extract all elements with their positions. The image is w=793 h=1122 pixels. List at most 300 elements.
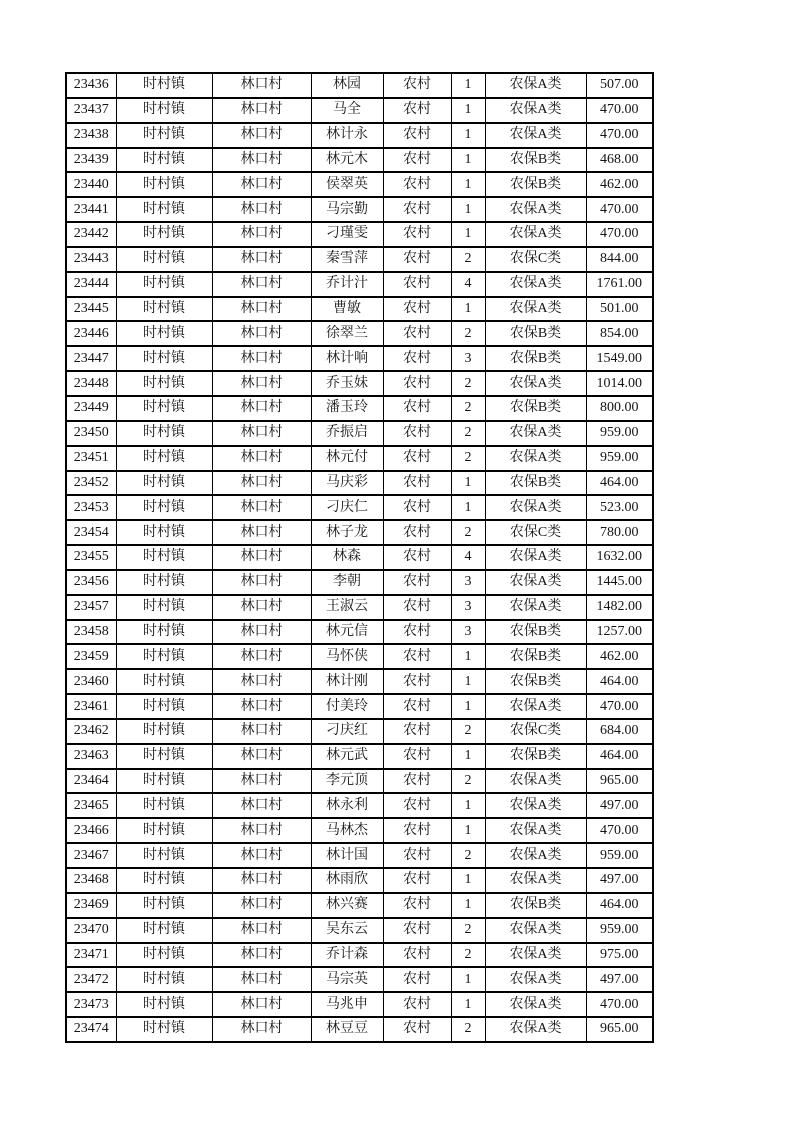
cell-person-count: 1 [451, 197, 485, 222]
cell-town: 时村镇 [116, 396, 212, 421]
cell-record-id: 23464 [66, 769, 116, 794]
cell-person-name: 林元付 [311, 446, 383, 471]
cell-village: 林口村 [212, 471, 311, 496]
table-row [66, 98, 653, 123]
cell-person-name: 刁瑾雯 [311, 222, 383, 247]
cell-person-count: 3 [451, 346, 485, 371]
table-row [66, 272, 653, 297]
table-row [66, 495, 653, 520]
cell-amount: 470.00 [586, 197, 653, 222]
cell-record-id: 23470 [66, 918, 116, 943]
cell-town: 时村镇 [116, 222, 212, 247]
cell-amount: 800.00 [586, 396, 653, 421]
cell-person-count: 2 [451, 446, 485, 471]
cell-insurance-category: 农保A类 [485, 371, 586, 396]
cell-record-id: 23441 [66, 197, 116, 222]
cell-area-type: 农村 [383, 446, 451, 471]
cell-record-id: 23468 [66, 868, 116, 893]
cell-person-count: 2 [451, 918, 485, 943]
cell-amount: 959.00 [586, 421, 653, 446]
cell-record-id: 23445 [66, 297, 116, 322]
cell-record-id: 23474 [66, 1017, 116, 1042]
cell-insurance-category: 农保C类 [485, 247, 586, 272]
cell-area-type: 农村 [383, 321, 451, 346]
cell-person-count: 2 [451, 421, 485, 446]
table-row [66, 247, 653, 272]
cell-person-count: 2 [451, 321, 485, 346]
cell-person-name: 马庆彩 [311, 471, 383, 496]
cell-person-count: 3 [451, 620, 485, 645]
cell-insurance-category: 农保C类 [485, 520, 586, 545]
cell-village: 林口村 [212, 247, 311, 272]
cell-amount: 464.00 [586, 471, 653, 496]
cell-insurance-category: 农保A类 [485, 1017, 586, 1042]
cell-person-name: 徐翠兰 [311, 321, 383, 346]
cell-person-name: 林计响 [311, 346, 383, 371]
cell-town: 时村镇 [116, 73, 212, 98]
cell-town: 时村镇 [116, 744, 212, 769]
cell-insurance-category: 农保B类 [485, 644, 586, 669]
cell-amount: 464.00 [586, 744, 653, 769]
cell-town: 时村镇 [116, 893, 212, 918]
cell-area-type: 农村 [383, 346, 451, 371]
cell-insurance-category: 农保B类 [485, 321, 586, 346]
table-row [66, 73, 653, 98]
cell-insurance-category: 农保A类 [485, 818, 586, 843]
cell-town: 时村镇 [116, 321, 212, 346]
cell-person-count: 1 [451, 297, 485, 322]
cell-person-count: 1 [451, 893, 485, 918]
cell-town: 时村镇 [116, 644, 212, 669]
cell-town: 时村镇 [116, 520, 212, 545]
cell-record-id: 23451 [66, 446, 116, 471]
table-row [66, 197, 653, 222]
cell-town: 时村镇 [116, 793, 212, 818]
cell-village: 林口村 [212, 843, 311, 868]
cell-amount: 497.00 [586, 793, 653, 818]
cell-insurance-category: 农保B类 [485, 471, 586, 496]
cell-person-count: 4 [451, 545, 485, 570]
cell-insurance-category: 农保A类 [485, 98, 586, 123]
table-row [66, 992, 653, 1017]
table-row [66, 222, 653, 247]
cell-village: 林口村 [212, 595, 311, 620]
table-row [66, 520, 653, 545]
cell-amount: 959.00 [586, 918, 653, 943]
cell-area-type: 农村 [383, 545, 451, 570]
cell-insurance-category: 农保C类 [485, 719, 586, 744]
cell-insurance-category: 农保A类 [485, 73, 586, 98]
cell-town: 时村镇 [116, 818, 212, 843]
table-row [66, 818, 653, 843]
cell-village: 林口村 [212, 545, 311, 570]
record-table-body [66, 73, 653, 1042]
cell-village: 林口村 [212, 669, 311, 694]
cell-person-name: 曹敏 [311, 297, 383, 322]
cell-insurance-category: 农保A类 [485, 272, 586, 297]
cell-person-count: 1 [451, 644, 485, 669]
cell-person-count: 1 [451, 992, 485, 1017]
cell-area-type: 农村 [383, 371, 451, 396]
cell-insurance-category: 农保A类 [485, 694, 586, 719]
cell-area-type: 农村 [383, 123, 451, 148]
cell-amount: 470.00 [586, 818, 653, 843]
cell-person-name: 乔振启 [311, 421, 383, 446]
cell-person-name: 马全 [311, 98, 383, 123]
table-row [66, 346, 653, 371]
cell-village: 林口村 [212, 520, 311, 545]
cell-record-id: 23449 [66, 396, 116, 421]
cell-village: 林口村 [212, 421, 311, 446]
cell-record-id: 23458 [66, 620, 116, 645]
cell-village: 林口村 [212, 570, 311, 595]
cell-person-count: 1 [451, 669, 485, 694]
table-row [66, 669, 653, 694]
cell-person-name: 林森 [311, 545, 383, 570]
cell-village: 林口村 [212, 719, 311, 744]
cell-amount: 470.00 [586, 694, 653, 719]
cell-record-id: 23452 [66, 471, 116, 496]
cell-town: 时村镇 [116, 967, 212, 992]
cell-person-count: 2 [451, 520, 485, 545]
cell-amount: 844.00 [586, 247, 653, 272]
cell-area-type: 农村 [383, 520, 451, 545]
cell-village: 林口村 [212, 321, 311, 346]
cell-area-type: 农村 [383, 943, 451, 968]
cell-person-name: 林计国 [311, 843, 383, 868]
cell-town: 时村镇 [116, 595, 212, 620]
table-row [66, 595, 653, 620]
cell-area-type: 农村 [383, 669, 451, 694]
cell-insurance-category: 农保B类 [485, 620, 586, 645]
cell-amount: 464.00 [586, 669, 653, 694]
cell-person-count: 1 [451, 73, 485, 98]
cell-record-id: 23460 [66, 669, 116, 694]
cell-amount: 975.00 [586, 943, 653, 968]
cell-area-type: 农村 [383, 818, 451, 843]
cell-village: 林口村 [212, 197, 311, 222]
cell-person-name: 李朝 [311, 570, 383, 595]
cell-village: 林口村 [212, 818, 311, 843]
cell-area-type: 农村 [383, 247, 451, 272]
cell-town: 时村镇 [116, 843, 212, 868]
cell-person-name: 秦雪萍 [311, 247, 383, 272]
cell-amount: 470.00 [586, 992, 653, 1017]
table-row [66, 967, 653, 992]
cell-person-name: 乔计森 [311, 943, 383, 968]
cell-person-count: 2 [451, 943, 485, 968]
cell-record-id: 23439 [66, 148, 116, 173]
table-row [66, 148, 653, 173]
cell-amount: 1445.00 [586, 570, 653, 595]
table-row [66, 371, 653, 396]
cell-area-type: 农村 [383, 1017, 451, 1042]
cell-record-id: 23453 [66, 495, 116, 520]
cell-area-type: 农村 [383, 793, 451, 818]
cell-village: 林口村 [212, 620, 311, 645]
cell-amount: 959.00 [586, 446, 653, 471]
cell-insurance-category: 农保A类 [485, 222, 586, 247]
cell-insurance-category: 农保A类 [485, 197, 586, 222]
cell-amount: 501.00 [586, 297, 653, 322]
cell-town: 时村镇 [116, 545, 212, 570]
cell-amount: 470.00 [586, 123, 653, 148]
table-row [66, 123, 653, 148]
cell-record-id: 23456 [66, 570, 116, 595]
cell-village: 林口村 [212, 744, 311, 769]
table-row [66, 396, 653, 421]
table-row [66, 1017, 653, 1042]
cell-town: 时村镇 [116, 769, 212, 794]
cell-insurance-category: 农保A类 [485, 868, 586, 893]
cell-insurance-category: 农保A类 [485, 918, 586, 943]
cell-area-type: 农村 [383, 918, 451, 943]
cell-record-id: 23443 [66, 247, 116, 272]
cell-person-count: 1 [451, 98, 485, 123]
cell-town: 时村镇 [116, 297, 212, 322]
cell-amount: 959.00 [586, 843, 653, 868]
cell-person-name: 林雨欣 [311, 868, 383, 893]
cell-person-name: 马兆申 [311, 992, 383, 1017]
cell-area-type: 农村 [383, 843, 451, 868]
cell-person-count: 1 [451, 148, 485, 173]
cell-amount: 507.00 [586, 73, 653, 98]
cell-area-type: 农村 [383, 570, 451, 595]
cell-amount: 468.00 [586, 148, 653, 173]
cell-amount: 1761.00 [586, 272, 653, 297]
cell-record-id: 23459 [66, 644, 116, 669]
cell-insurance-category: 农保A类 [485, 943, 586, 968]
cell-person-name: 林园 [311, 73, 383, 98]
cell-person-name: 吴东云 [311, 918, 383, 943]
cell-insurance-category: 农保A类 [485, 495, 586, 520]
table-row [66, 471, 653, 496]
cell-town: 时村镇 [116, 992, 212, 1017]
table-row [66, 769, 653, 794]
cell-area-type: 农村 [383, 222, 451, 247]
cell-area-type: 农村 [383, 769, 451, 794]
cell-person-count: 2 [451, 769, 485, 794]
cell-amount: 470.00 [586, 98, 653, 123]
cell-town: 时村镇 [116, 421, 212, 446]
cell-village: 林口村 [212, 396, 311, 421]
cell-village: 林口村 [212, 769, 311, 794]
cell-area-type: 农村 [383, 297, 451, 322]
cell-record-id: 23444 [66, 272, 116, 297]
cell-amount: 965.00 [586, 769, 653, 794]
cell-area-type: 农村 [383, 595, 451, 620]
cell-area-type: 农村 [383, 421, 451, 446]
table-row [66, 644, 653, 669]
cell-village: 林口村 [212, 346, 311, 371]
cell-amount: 470.00 [586, 222, 653, 247]
cell-amount: 497.00 [586, 868, 653, 893]
cell-person-count: 1 [451, 123, 485, 148]
cell-town: 时村镇 [116, 570, 212, 595]
cell-record-id: 23448 [66, 371, 116, 396]
cell-amount: 684.00 [586, 719, 653, 744]
cell-village: 林口村 [212, 644, 311, 669]
table-row [66, 172, 653, 197]
cell-area-type: 农村 [383, 719, 451, 744]
table-row [66, 943, 653, 968]
cell-record-id: 23447 [66, 346, 116, 371]
cell-amount: 462.00 [586, 172, 653, 197]
table-row [66, 793, 653, 818]
cell-town: 时村镇 [116, 123, 212, 148]
cell-person-count: 1 [451, 793, 485, 818]
cell-area-type: 农村 [383, 992, 451, 1017]
cell-person-count: 1 [451, 495, 485, 520]
table-row [66, 620, 653, 645]
cell-person-name: 潘玉玲 [311, 396, 383, 421]
cell-area-type: 农村 [383, 272, 451, 297]
cell-area-type: 农村 [383, 471, 451, 496]
cell-record-id: 23437 [66, 98, 116, 123]
cell-area-type: 农村 [383, 694, 451, 719]
cell-person-count: 2 [451, 371, 485, 396]
cell-person-name: 林子龙 [311, 520, 383, 545]
cell-person-count: 1 [451, 818, 485, 843]
cell-record-id: 23461 [66, 694, 116, 719]
cell-person-name: 林计永 [311, 123, 383, 148]
cell-person-name: 付美玲 [311, 694, 383, 719]
table-row [66, 744, 653, 769]
cell-insurance-category: 农保A类 [485, 769, 586, 794]
cell-record-id: 23462 [66, 719, 116, 744]
cell-insurance-category: 农保A类 [485, 545, 586, 570]
cell-insurance-category: 农保B类 [485, 346, 586, 371]
cell-village: 林口村 [212, 73, 311, 98]
cell-amount: 1632.00 [586, 545, 653, 570]
cell-insurance-category: 农保B类 [485, 172, 586, 197]
cell-person-name: 李元顶 [311, 769, 383, 794]
cell-area-type: 农村 [383, 893, 451, 918]
cell-amount: 523.00 [586, 495, 653, 520]
cell-village: 林口村 [212, 694, 311, 719]
cell-record-id: 23450 [66, 421, 116, 446]
cell-area-type: 农村 [383, 644, 451, 669]
cell-record-id: 23469 [66, 893, 116, 918]
cell-person-count: 1 [451, 471, 485, 496]
cell-town: 时村镇 [116, 247, 212, 272]
cell-town: 时村镇 [116, 98, 212, 123]
cell-insurance-category: 农保A类 [485, 793, 586, 818]
cell-area-type: 农村 [383, 172, 451, 197]
cell-area-type: 农村 [383, 967, 451, 992]
table-row [66, 918, 653, 943]
cell-insurance-category: 农保B类 [485, 744, 586, 769]
cell-town: 时村镇 [116, 719, 212, 744]
cell-record-id: 23436 [66, 73, 116, 98]
cell-village: 林口村 [212, 868, 311, 893]
cell-town: 时村镇 [116, 148, 212, 173]
cell-person-count: 1 [451, 868, 485, 893]
cell-person-name: 马林杰 [311, 818, 383, 843]
cell-insurance-category: 农保A类 [485, 421, 586, 446]
cell-town: 时村镇 [116, 172, 212, 197]
cell-person-count: 3 [451, 570, 485, 595]
cell-person-name: 林永利 [311, 793, 383, 818]
table-row [66, 421, 653, 446]
cell-insurance-category: 农保A类 [485, 967, 586, 992]
cell-village: 林口村 [212, 992, 311, 1017]
cell-amount: 780.00 [586, 520, 653, 545]
table-row [66, 843, 653, 868]
cell-village: 林口村 [212, 371, 311, 396]
cell-record-id: 23457 [66, 595, 116, 620]
cell-insurance-category: 农保A类 [485, 595, 586, 620]
cell-person-count: 2 [451, 843, 485, 868]
cell-insurance-category: 农保A类 [485, 992, 586, 1017]
cell-amount: 965.00 [586, 1017, 653, 1042]
cell-person-name: 刁庆仁 [311, 495, 383, 520]
cell-town: 时村镇 [116, 446, 212, 471]
cell-record-id: 23471 [66, 943, 116, 968]
cell-insurance-category: 农保B类 [485, 893, 586, 918]
cell-person-count: 1 [451, 222, 485, 247]
cell-insurance-category: 农保B类 [485, 396, 586, 421]
cell-town: 时村镇 [116, 918, 212, 943]
cell-town: 时村镇 [116, 471, 212, 496]
cell-record-id: 23455 [66, 545, 116, 570]
cell-amount: 854.00 [586, 321, 653, 346]
cell-person-name: 林元信 [311, 620, 383, 645]
cell-insurance-category: 农保A类 [485, 446, 586, 471]
cell-insurance-category: 农保B类 [485, 148, 586, 173]
cell-person-name: 林计刚 [311, 669, 383, 694]
cell-amount: 464.00 [586, 893, 653, 918]
cell-town: 时村镇 [116, 868, 212, 893]
table-row [66, 297, 653, 322]
cell-person-name: 马宗勤 [311, 197, 383, 222]
cell-town: 时村镇 [116, 943, 212, 968]
cell-record-id: 23473 [66, 992, 116, 1017]
table-row [66, 868, 653, 893]
cell-town: 时村镇 [116, 346, 212, 371]
cell-village: 林口村 [212, 446, 311, 471]
cell-person-count: 2 [451, 396, 485, 421]
cell-person-count: 1 [451, 967, 485, 992]
cell-person-name: 马宗英 [311, 967, 383, 992]
cell-person-count: 2 [451, 247, 485, 272]
cell-amount: 1257.00 [586, 620, 653, 645]
cell-person-name: 侯翠英 [311, 172, 383, 197]
table-row [66, 321, 653, 346]
cell-amount: 1549.00 [586, 346, 653, 371]
cell-amount: 497.00 [586, 967, 653, 992]
cell-town: 时村镇 [116, 669, 212, 694]
cell-village: 林口村 [212, 222, 311, 247]
cell-village: 林口村 [212, 272, 311, 297]
table-row [66, 446, 653, 471]
cell-amount: 1014.00 [586, 371, 653, 396]
cell-person-name: 林豆豆 [311, 1017, 383, 1042]
cell-area-type: 农村 [383, 148, 451, 173]
cell-person-name: 刁庆红 [311, 719, 383, 744]
cell-person-name: 王淑云 [311, 595, 383, 620]
cell-record-id: 23463 [66, 744, 116, 769]
cell-person-name: 乔玉妹 [311, 371, 383, 396]
cell-person-count: 2 [451, 719, 485, 744]
cell-town: 时村镇 [116, 371, 212, 396]
table-row [66, 719, 653, 744]
cell-area-type: 农村 [383, 620, 451, 645]
cell-person-count: 3 [451, 595, 485, 620]
cell-area-type: 农村 [383, 868, 451, 893]
cell-person-count: 2 [451, 1017, 485, 1042]
cell-record-id: 23465 [66, 793, 116, 818]
